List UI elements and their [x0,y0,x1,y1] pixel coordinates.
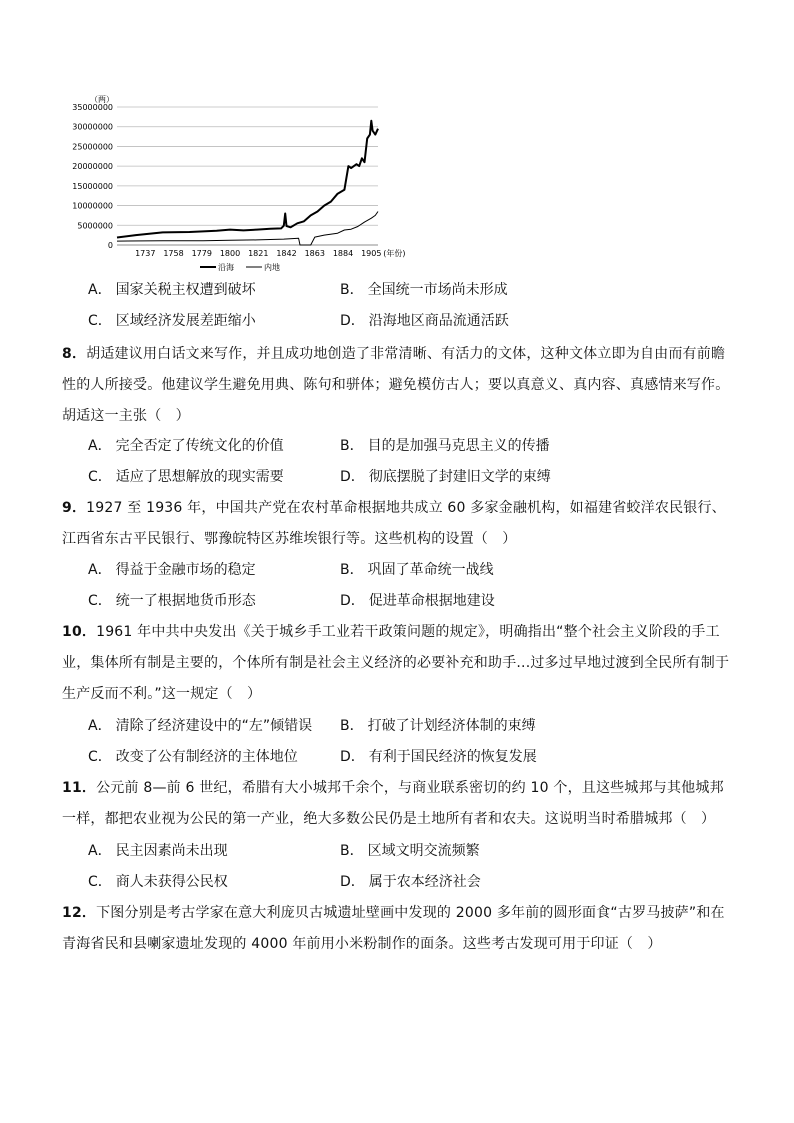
option-letter: D． [340,469,365,485]
q9-option-row-1 [62,555,734,586]
question-number: 9． [62,500,87,516]
q10-options [62,711,734,773]
question-number: 11． [62,780,97,796]
question-9-stem [62,493,734,555]
option-text: 改变了公有制经济的主体地位 [115,749,298,765]
q8-option-a[interactable] [88,431,284,462]
x-tick-label: 1905 [361,249,382,258]
q8-option-row-1 [62,431,734,462]
x-tick-label: 1800 [219,249,241,258]
option-text: 得益于金融市场的稳定 [115,562,256,578]
trade-line-chart [60,90,420,275]
option-letter: A． [88,562,112,578]
legend-label: 沿海 [218,263,234,272]
x-tick-label: 1863 [304,249,325,258]
x-tick-label: 1737 [135,249,156,258]
q9-option-b[interactable] [340,555,494,586]
option-text: 适应了思想解放的现实需要 [115,469,284,485]
q8-options [62,431,734,493]
option-letter: C． [88,313,112,329]
y-axis-label: （两） [90,95,114,104]
q10-option-row-2 [62,742,734,773]
y-tick-label: 15000000 [72,181,113,191]
q9-option-c[interactable] [88,586,256,617]
option-letter: B． [340,562,364,578]
q7-option-d[interactable] [340,306,509,337]
question-text: 胡适建议用白话文来写作，并且成功地创造了非常清晰、有活力的文体，这种文体立即为自由而有前瞻性的人所接受。他建议学生避免用典、陈句和骈体；避免模仿古人；要以真意义、真内容、真感情来写作。胡适这一主张（ ） [62,346,730,424]
option-text: 促进革命根据地建设 [368,593,495,609]
q7-option-row-2 [62,306,734,337]
option-text: 完全否定了传统文化的价值 [115,438,284,454]
q8-option-c[interactable] [88,462,284,493]
x-tick-label: 1758 [163,249,184,258]
x-tick-label: 1884 [332,249,354,258]
option-letter: C． [88,749,112,765]
option-letter: D． [340,874,365,890]
option-text: 商人未获得公民权 [115,874,228,890]
option-text: 统一了根据地货币形态 [115,593,256,609]
question-text: 下图分别是考古学家在意大利庞贝古城遗址壁画中发现的 2000 多年前的圆形面食“古罗马披萨”和在青海省民和县喇家遗址发现的 4000 年前用小米粉制作的面条。这些考古发现可用于印证（ ） [62,905,725,952]
q8-option-b[interactable] [340,431,550,462]
legend-label: 内地 [264,263,280,272]
option-letter: D． [340,593,365,609]
x-axis-label: (年份) [383,249,406,258]
x-tick-label: 1779 [191,249,212,258]
q10-option-c[interactable] [88,742,298,773]
series-line-1 [117,121,378,238]
q10-option-d[interactable] [340,742,537,773]
option-letter: B． [340,718,364,734]
y-tick-label: 20000000 [72,162,113,172]
q11-option-row-2 [62,867,734,898]
question-text: 公元前 8—前 6 世纪，希腊有大小城邦千余个，与商业联系密切的约 10 个，且这些城邦与其他城邦一样，都把农业视为公民的第一产业，绝大多数公民仍是土地所有者和农夫。这说明当时希腊城邦（ ） [62,780,724,827]
option-text: 目的是加强马克思主义的传播 [367,438,550,454]
option-letter: A． [88,843,112,859]
question-text: 1927 至 1936 年，中国共产党在农村革命根据地共成立 60 多家金融机构，如福建省蛟洋农民银行、江西省东古平民银行、鄂豫皖特区苏维埃银行等。这些机构的设置（ ） [62,500,726,547]
question-8-stem [62,339,734,432]
option-letter: A． [88,282,112,298]
option-text: 区域文明交流频繁 [367,843,480,859]
question-number: 10． [62,624,97,640]
q9-option-d[interactable] [340,586,495,617]
q7-option-c[interactable] [88,306,256,337]
option-text: 属于农本经济社会 [368,874,481,890]
option-letter: B． [340,438,364,454]
option-text: 清除了经济建设中的“左”倾错误 [115,718,313,734]
q9-options [62,555,734,617]
question-10-stem [62,617,734,710]
q7-option-a[interactable] [88,275,256,306]
y-tick-label: 30000000 [72,122,113,132]
y-tick-label: 10000000 [72,201,113,211]
q11-option-c[interactable] [88,867,228,898]
option-text: 彻底摆脱了封建旧文学的束缚 [368,469,551,485]
q10-option-a[interactable] [88,711,312,742]
y-tick-label: 5000000 [77,221,113,231]
option-text: 国家关税主权遭到破坏 [115,282,256,298]
question-number: 8． [62,346,87,362]
option-text: 巩固了革命统一战线 [367,562,494,578]
q11-option-b[interactable] [340,836,480,867]
option-text: 民主因素尚未出现 [115,843,228,859]
question-11-stem [62,773,734,835]
x-tick-label: 1821 [248,249,269,258]
option-letter: D． [340,313,365,329]
q11-option-row-1 [62,836,734,867]
q7-option-row-1 [62,275,734,306]
q10-option-b[interactable] [340,711,536,742]
question-12-stem [62,898,734,960]
option-letter: C． [88,874,112,890]
x-tick-label: 1842 [276,249,297,258]
option-letter: B． [340,843,364,859]
series-line-2 [117,212,378,246]
option-text: 区域经济发展差距缩小 [115,313,256,329]
option-letter: C． [88,469,112,485]
q8-option-d[interactable] [340,462,551,493]
y-tick-label: 35000000 [72,103,113,112]
option-letter: B． [340,282,364,298]
q11-options [62,836,734,898]
option-text: 有利于国民经济的恢复发展 [368,749,537,765]
q11-option-d[interactable] [340,867,481,898]
question-number: 12． [62,905,97,921]
chart-svg [60,90,420,275]
option-text: 全国统一市场尚未形成 [367,282,508,298]
y-tick-label: 25000000 [72,142,113,152]
y-tick-label: 0 [107,241,113,250]
question-text: 1961 年中共中央发出《关于城乡手工业若干政策问题的规定》，明确指出“整个社会主义阶段的手工业，集体所有制是主要的，个体所有制是社会主义经济的必要补充和助手...过多过早地过渡到全民所有制于生产反而不利。”这一规定（ ） [62,624,730,702]
option-letter: C． [88,593,112,609]
option-text: 打破了计划经济体制的束缚 [367,718,536,734]
option-letter: D． [340,749,365,765]
q9-option-row-2 [62,586,734,617]
q9-option-a[interactable] [88,555,256,586]
q7-option-b[interactable] [340,275,508,306]
q8-option-row-2 [62,462,734,493]
q7-options [62,275,734,337]
option-letter: A． [88,718,112,734]
q11-option-a[interactable] [88,836,228,867]
option-text: 沿海地区商品流通活跃 [368,313,509,329]
option-letter: A． [88,438,112,454]
q10-option-row-1 [62,711,734,742]
